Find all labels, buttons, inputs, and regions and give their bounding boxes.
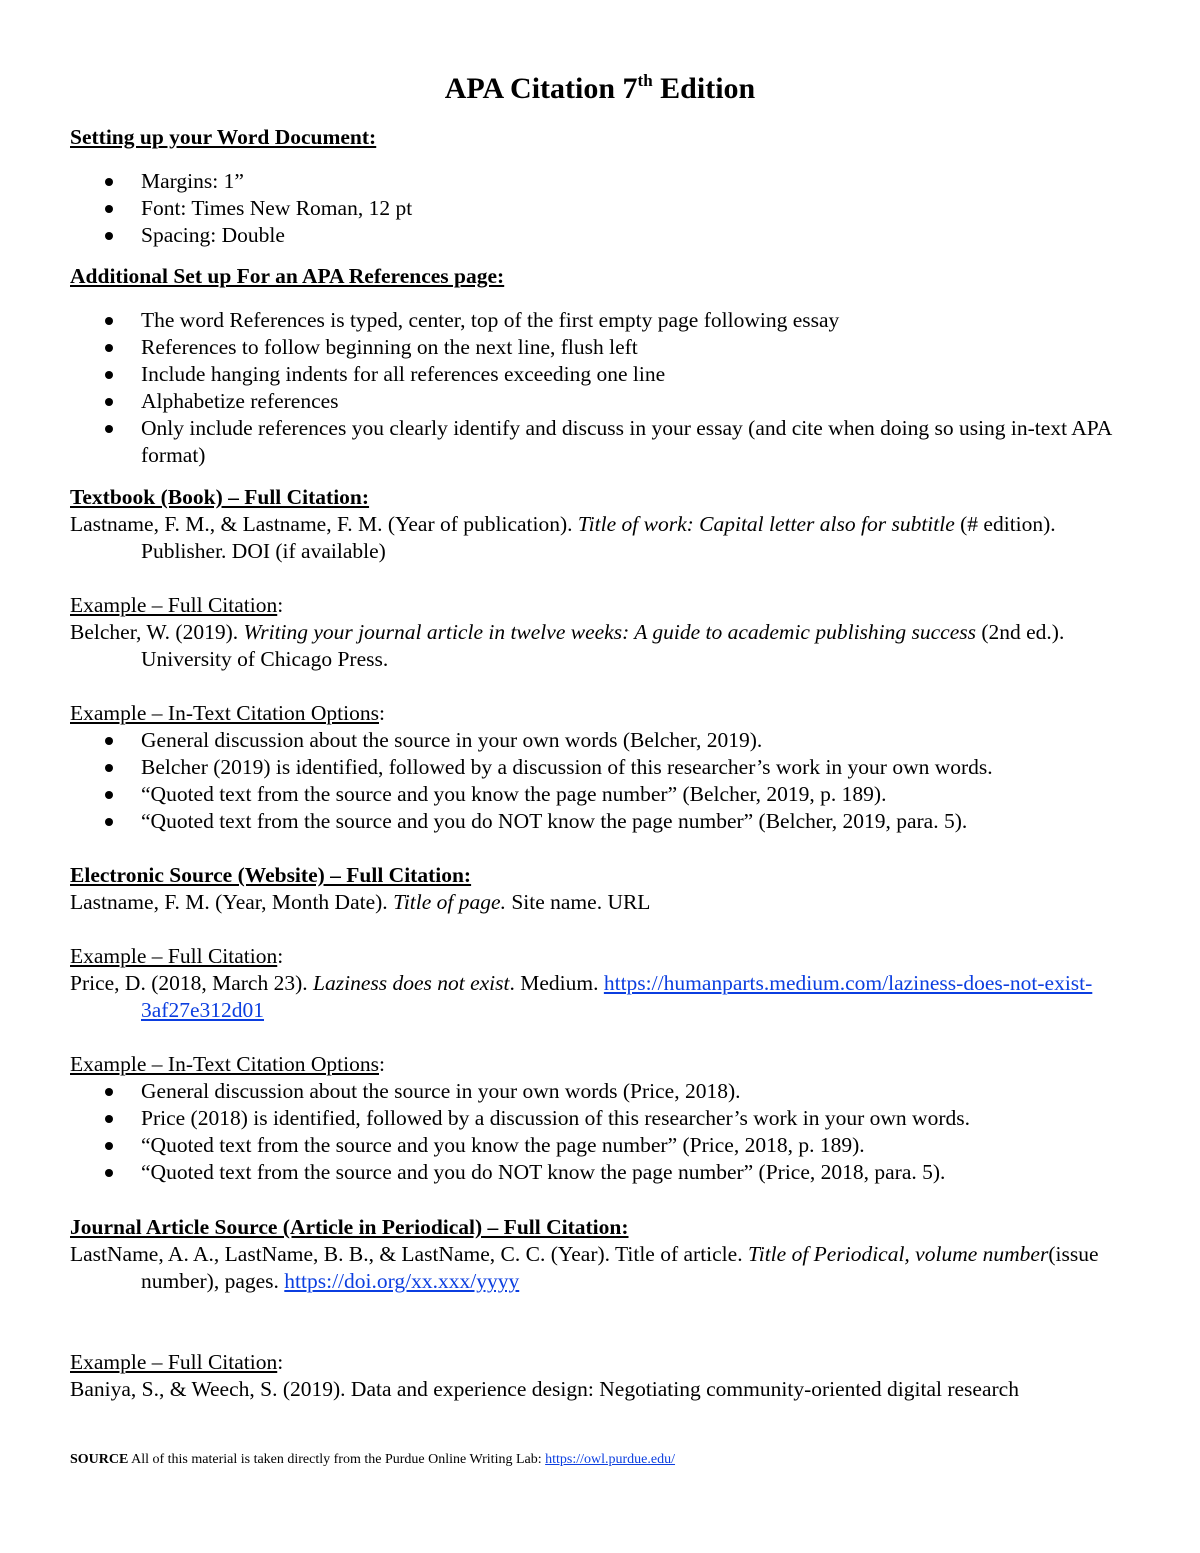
book-intext: Example – In-Text Citation Options: General discussion about the source in your own words (Belcher, 2019). Belcher (2019) is identified, followed by a discussion of this researcher’s work in your own words. “Quoted text from the source and you know the page number” (Belcher, 2019, p. 189). “Quoted text from the source and you do NOT know the page number” (Belcher, 2019, para. 5). [70, 700, 1130, 835]
list-item: Spacing: Double [70, 222, 1130, 249]
page-title: APA Citation 7th Edition [444, 71, 756, 105]
book-example-citation: Belcher, W. (2019). Writing your journal article in twelve weeks: A guide to academic publishing success (2nd ed.). University of Chicago Press. [70, 620, 1065, 671]
purdue-owl-link[interactable]: https://owl.purdue.edu/ [545, 1452, 676, 1467]
references-setup-list [70, 307, 1130, 469]
setup-heading: Setting up your Word Document: [70, 125, 377, 149]
list-item: Include hanging indents for all references exceeding one line [70, 361, 1130, 388]
list-item: Price (2018) is identified, followed by a discussion of this researcher’s work in your own words. [70, 1105, 1130, 1132]
list-item: “Quoted text from the source and you do NOT know the page number” (Price, 2018, para. 5). [70, 1159, 1130, 1186]
book-intext-list [70, 727, 1130, 835]
references-setup-section [70, 263, 1130, 469]
list-item: Only include references you clearly identify and discuss in your essay (and cite when doing so using in-text APA format) [70, 415, 1130, 469]
list-item: “Quoted text from the source and you know the page number” (Price, 2018, p. 189). [70, 1132, 1130, 1159]
references-setup-heading: Additional Set up For an APA References page: [70, 264, 505, 288]
book-example: Example – Full Citation: Belcher, W. (2019). Writing your journal article in twelve weeks: A guide to academic publishing success (2nd ed.). University of Chicago Press. [70, 592, 1130, 673]
intext-label: Example – In-Text Citation Options [70, 701, 379, 725]
website-example: Example – Full Citation: Price, D. (2018, March 23). Laziness does not exist. Medium. https://humanparts.medium.com/laziness-does-not-exist-3af27e312d01 [70, 943, 1130, 1024]
example-label: Example – Full Citation [70, 593, 278, 617]
website-heading: Electronic Source (Website) – Full Citation: [70, 863, 472, 887]
source-label: SOURCE [70, 1452, 129, 1467]
website-format: Lastname, F. M. (Year, Month Date). Title of page. Site name. URL [70, 890, 651, 914]
journal-example-citation: Baniya, S., & Weech, S. (2019). Data and experience design: Negotiating community-oriented digital research [70, 1377, 1019, 1401]
source-footer: SOURCE All of this material is taken directly from the Purdue Online Writing Lab: https://owl.purdue.edu/ [70, 1452, 676, 1467]
list-item: The word References is typed, center, top of the first empty page following essay [70, 307, 1130, 334]
list-item: “Quoted text from the source and you do NOT know the page number” (Belcher, 2019, para. 5). [70, 808, 1130, 835]
journal-example: Example – Full Citation: Baniya, S., & Weech, S. (2019). Data and experience design: Negotiating community-oriented digital research [70, 1349, 1130, 1403]
intext-label: Example – In-Text Citation Options [70, 1052, 379, 1076]
doi-link[interactable]: https://doi.org/xx.xxx/yyyy [284, 1269, 520, 1293]
list-item: “Quoted text from the source and you know the page number” (Belcher, 2019, p. 189). [70, 781, 1130, 808]
website-intext-list [70, 1078, 1130, 1186]
setup-list [70, 168, 1130, 249]
website-intext: Example – In-Text Citation Options: General discussion about the source in your own words (Price, 2018). Price (2018) is identified, followed by a discussion of this researcher’s work in your own words. “Quoted text from the source and you know the page number” (Price, 2018, p. 189). “Quoted text from the source and you do NOT know the page number” (Price, 2018, para. 5). [70, 1051, 1130, 1186]
book-heading: Textbook (Book) – Full Citation: [70, 485, 370, 509]
setup-section [70, 124, 1130, 249]
book-format: Lastname, F. M., & Lastname, F. M. (Year of publication). Title of work: Capital letter also for subtitle (# edition). Publisher. DOI (if available) [70, 512, 1056, 563]
list-item: General discussion about the source in your own words (Price, 2018). [70, 1078, 1130, 1105]
example-label: Example – Full Citation [70, 1350, 278, 1374]
list-item: General discussion about the source in your own words (Belcher, 2019). [70, 727, 1130, 754]
list-item: Belcher (2019) is identified, followed by a discussion of this researcher’s work in your own words. [70, 754, 1130, 781]
journal-format: LastName, A. A., LastName, B. B., & LastName, C. C. (Year). Title of article. Title of Periodical, volume number(issue number), pages. https://doi.org/xx.xxx/yyyy [70, 1242, 1099, 1293]
list-item: Alphabetize references [70, 388, 1130, 415]
website-example-citation: Price, D. (2018, March 23). Laziness does not exist. Medium. https://humanparts.medium.com/laziness-does-not-exist-3af27e312d01 [70, 971, 1093, 1022]
list-item: Font: Times New Roman, 12 pt [70, 195, 1130, 222]
list-item: References to follow beginning on the next line, flush left [70, 334, 1130, 361]
website-section [70, 862, 1130, 916]
journal-section [70, 1214, 1130, 1295]
list-item: Margins: 1” [70, 168, 1130, 195]
example-label: Example – Full Citation [70, 944, 278, 968]
book-section [70, 484, 1130, 565]
journal-heading: Journal Article Source (Article in Periodical) – Full Citation: [70, 1215, 629, 1239]
medium-link[interactable]: https://humanparts.medium.com/laziness-does-not-exist-3af27e312d01 [141, 971, 1093, 1022]
